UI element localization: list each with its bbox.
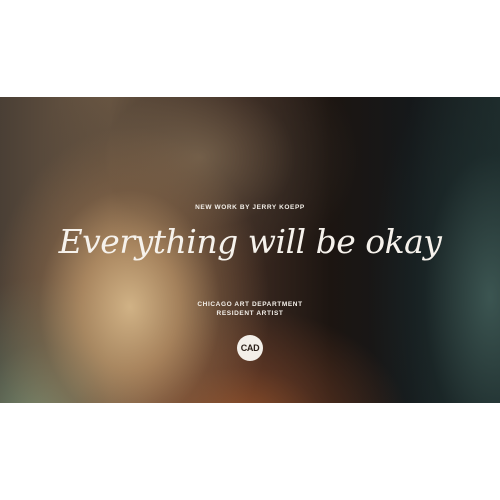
artist-kicker: NEW WORK BY JERRY KOEPP <box>195 204 305 211</box>
department-credit <box>0 300 500 318</box>
resident-artist-label: RESIDENT ARTIST <box>216 310 284 317</box>
gradient-banner <box>0 97 500 403</box>
cad-logo: CAD <box>237 335 263 361</box>
department-name: CHICAGO ART DEPARTMENT <box>197 301 303 308</box>
headline-title: Everything will be okay <box>58 222 442 261</box>
